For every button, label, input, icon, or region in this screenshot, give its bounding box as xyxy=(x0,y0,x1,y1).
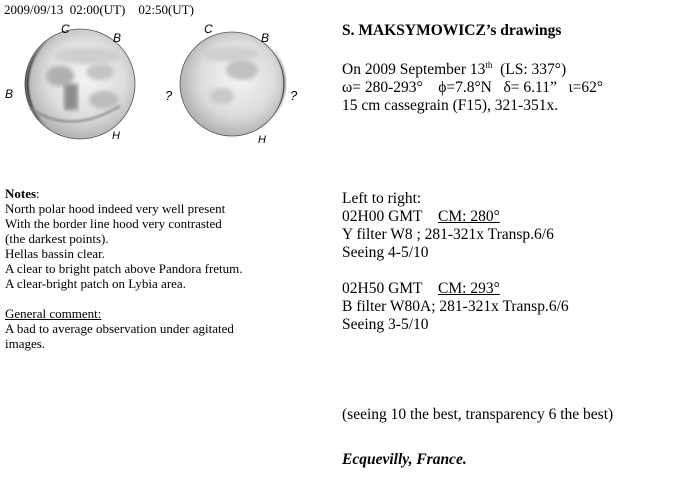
location: Ecquevilly, France. xyxy=(342,451,467,468)
page-title: S. MAKSYMOWICZ’s drawings xyxy=(342,22,562,39)
label-c-right: C xyxy=(204,22,213,36)
notes-line: With the border line hood very contrasted xyxy=(5,216,222,231)
mars-drawing-right xyxy=(165,22,298,146)
header-date: 2009/09/13 xyxy=(4,2,64,17)
second-filter: B filter W80A; 281-321x Transp.6/6 xyxy=(342,298,569,315)
label-question-left: ? xyxy=(165,88,173,103)
seeing-note: (seeing 10 the best, transparency 6 the best) xyxy=(342,406,614,423)
label-b-top-right: B xyxy=(261,31,270,45)
label-h-right: H xyxy=(258,134,266,146)
notes-line: A clear-bright patch on Lybia area. xyxy=(5,276,186,291)
second-time: 02H50 GMT xyxy=(342,280,423,297)
first-time: 02H00 GMT xyxy=(342,208,423,225)
details-intro: Left to right: xyxy=(342,190,422,207)
observation-ls: (LS: 337°) xyxy=(500,61,567,78)
notes-line: North polar hood indeed very well present xyxy=(5,201,226,216)
general-comment-line: A bad to average observation under agitated xyxy=(5,321,234,336)
notes-heading-colon: : xyxy=(36,186,40,201)
observation-delta: δ= 6.11” xyxy=(503,79,557,96)
label-c-left: C xyxy=(61,22,70,36)
observation-iota: ι=62° xyxy=(568,79,604,96)
label-h-left: H xyxy=(112,130,120,142)
label-question-right: ? xyxy=(290,88,298,103)
observation-details xyxy=(342,190,687,334)
observation-date: On 2009 September 13 xyxy=(342,61,486,78)
header-time-1: 02:00(UT) xyxy=(69,2,126,17)
observation-omega: ω= 280-293° xyxy=(342,79,423,96)
notes-line: A clear to bright patch above Pandora fretum. xyxy=(5,261,243,276)
first-seeing: Seeing 4-5/10 xyxy=(342,244,429,261)
observation-info xyxy=(342,61,687,115)
notes-line: Hellas bassin clear. xyxy=(5,246,105,261)
header-time-2: 02:50(UT) xyxy=(138,2,194,17)
label-b-side-left: B xyxy=(5,87,14,101)
notes-line: (the darkest points). xyxy=(5,231,109,246)
second-seeing: Seeing 3-5/10 xyxy=(342,316,429,333)
notes-section xyxy=(5,186,305,351)
observation-phi: ϕ=7.8°N xyxy=(438,79,492,96)
general-comment-line: images. xyxy=(5,336,46,351)
observation-date-suffix: th xyxy=(485,59,493,70)
label-b-top-left: B xyxy=(113,31,122,45)
header-timestamps xyxy=(4,2,194,18)
second-cm: CM: 293° xyxy=(438,280,500,297)
mars-drawing-left xyxy=(5,22,135,142)
notes-heading: Notes xyxy=(5,186,37,201)
observation-telescope: 15 cm cassegrain (F15), 321-351x. xyxy=(342,97,559,114)
first-cm: CM: 280° xyxy=(438,208,500,225)
general-comment-heading: General comment: xyxy=(5,306,102,321)
mars-drawings xyxy=(0,18,300,178)
first-filter: Y filter W8 ; 281-321x Transp.6/6 xyxy=(342,226,554,243)
